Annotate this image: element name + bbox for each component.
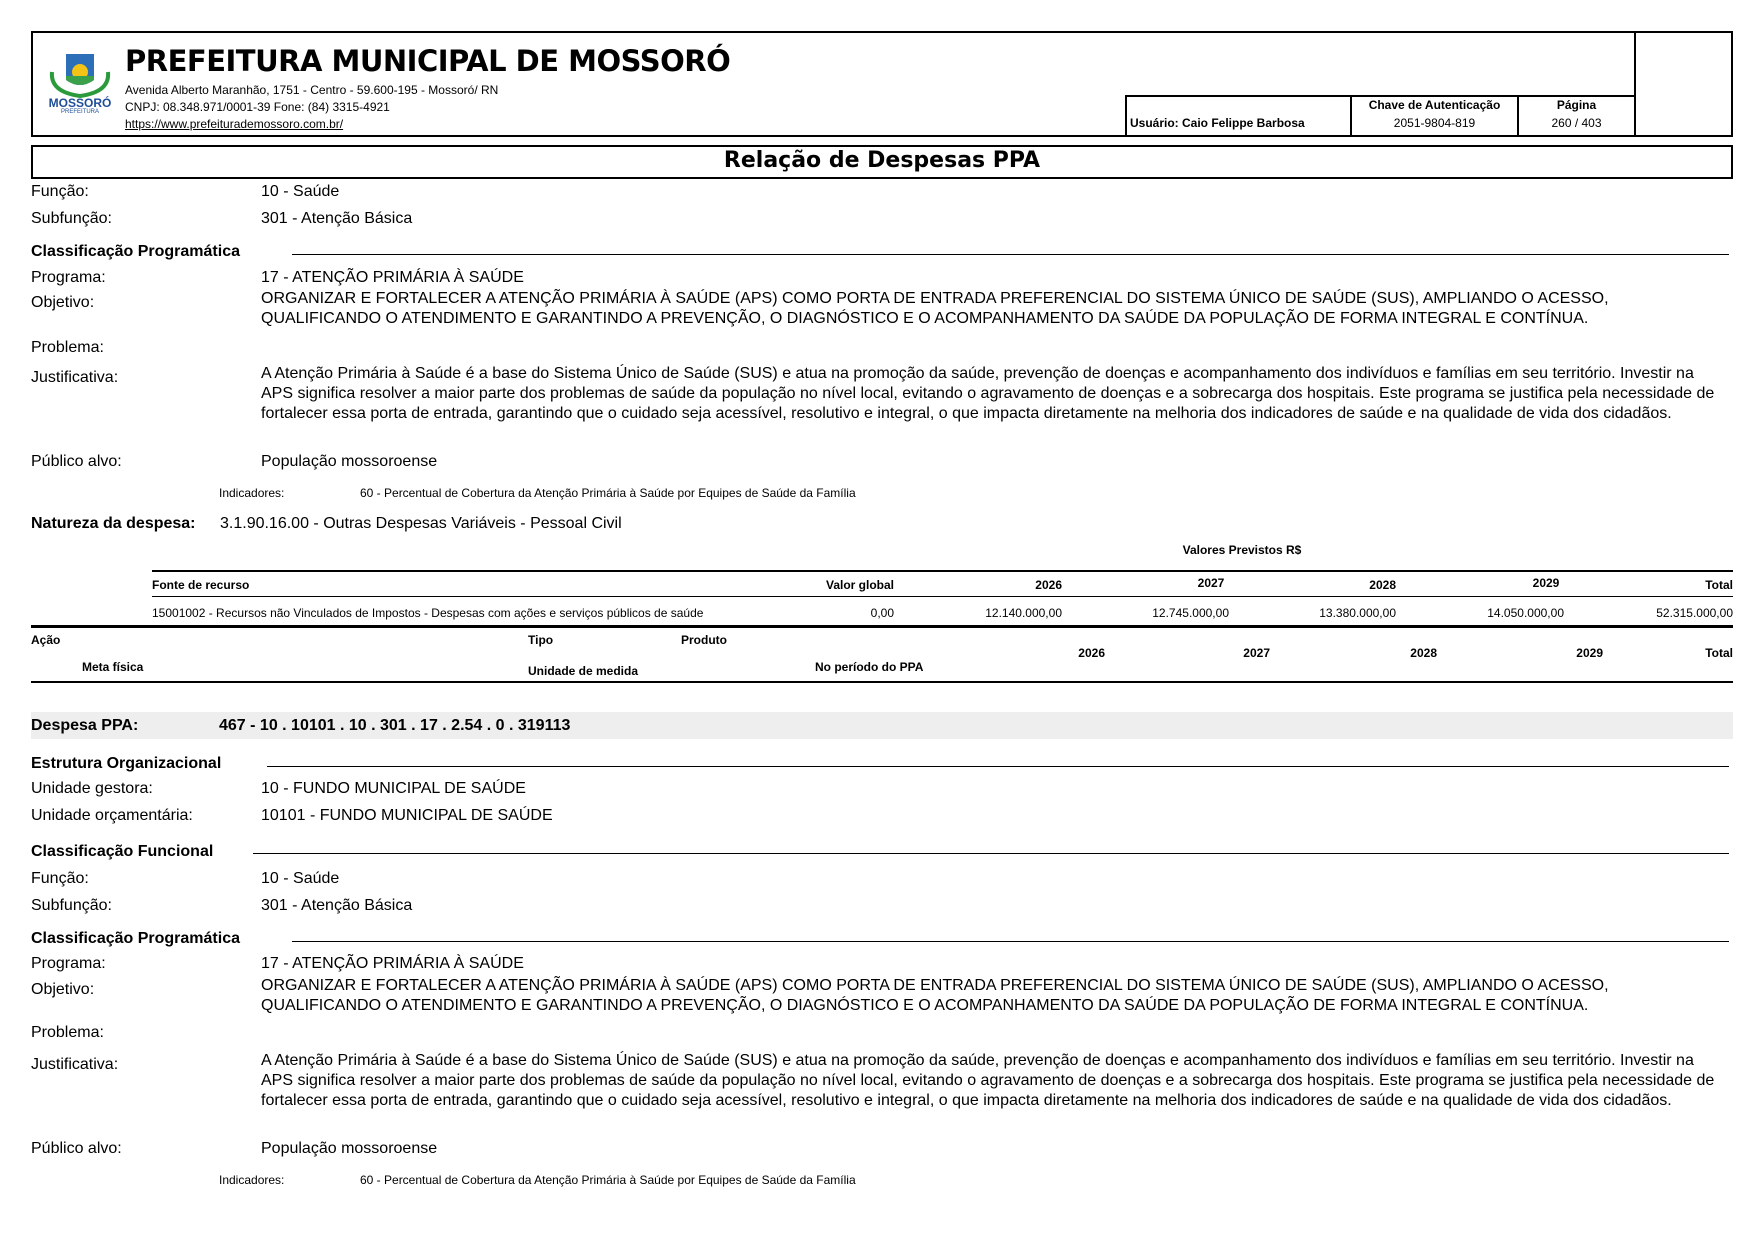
produto-header: Produto [681,633,727,647]
objetivo-value: ORGANIZAR E FORTALECER A ATENÇÃO PRIMÁRIA À SAÚDE (APS) COMO PORTA DE ENTRADA PREFERENCIAL DO SISTEMA ÚNICO DE SAÚDE (SUS), AMPLIANDO O ACESSO, QUALIFICANDO O ATENDIMENTO E GARANTINDO A PREVENÇÃO, O DIAGNÓSTICO E O ACOMPANHAMENTO DA SAÚDE DA POPULAÇÃO DE FORMA INTEGRAL E CONTÍNUA. [261,977,1609,1014]
indicadores-label: Indicadores: [219,486,285,500]
meta-2028-header: 2028 [1410,646,1437,660]
coat-of-arms-icon [44,50,116,100]
page-number: 260 / 403 [1551,116,1602,130]
unidade-orcamentaria-label: Unidade orçamentária: [31,807,193,824]
col-fonte: Fonte de recurso [152,578,250,592]
programa-label: Programa: [31,955,106,972]
col-2026: 2026 [1035,578,1062,592]
subfuncao-label: Subfunção: [31,897,112,914]
objetivo-label: Objetivo: [31,294,95,311]
cell-2026: 12.140.000,00 [985,606,1062,620]
section-divider [267,766,1729,767]
section-classificacao-programatica: Classificação Programática [31,243,240,260]
problema-label: Problema: [31,1024,104,1041]
funcao-label: Função: [31,183,89,200]
table-top-line [152,570,1733,572]
unidade-orcamentaria-value: 10101 - FUNDO MUNICIPAL DE SAÚDE [261,807,553,824]
cell-valor-global: 0,00 [870,606,894,620]
periodo-ppa-header: No período do PPA [815,660,924,674]
justificativa-value: A Atenção Primária à Saúde é a base do Sistema Único de Saúde (SUS) e atua na promoção da saúde, prevenção de doenças e acompanhamento dos indivíduos e famílias em seu território. Investir na APS significa resolver a maior parte dos problemas de saúde da população no nível local, evitando o agravamento de doenças e a sobrecarga dos hospitais. Este programa se justifica pela necessidade de fortalecer essa porta de entrada, garantindo que o cuidado seja acessível, resolutivo e integral, o que impacta diretamente na melhoria dos indicadores de saúde e na qualidade de vida dos cidadãos. [261,365,1715,422]
table-header-line [152,596,1733,597]
meta-2029-header: 2029 [1576,646,1603,660]
org-cnpj-phone: CNPJ: 08.348.971/0001-39 Fone: (84) 3315-4921 [125,100,390,114]
table-bottom-line [31,681,1733,683]
auth-key-value: 2051-9804-819 [1393,116,1476,130]
org-website-link[interactable]: https://www.prefeiturademossoro.com.br/ [125,117,344,131]
meta-2026-header: 2026 [1078,646,1105,660]
unidade-gestora-label: Unidade gestora: [31,780,153,797]
cell-total: 52.315.000,00 [1656,606,1733,620]
funcao-value: 10 - Saúde [261,183,340,200]
page-label: Página [1556,98,1597,112]
publico-label: Público alvo: [31,1140,122,1157]
funcao-label: Função: [31,870,89,887]
publico-value: População mossoroense [261,453,438,470]
publico-label: Público alvo: [31,453,122,470]
subfuncao-value: 301 - Atenção Básica [261,210,413,227]
org-name: PREFEITURA MUNICIPAL DE MOSSORÓ [125,44,731,78]
section-divider [292,941,1729,942]
col-2027: 2027 [1197,576,1225,590]
org-address: Avenida Alberto Maranhão, 1751 - Centro - 59.600-195 - Mossoró/ RN [125,83,499,97]
programa-label: Programa: [31,269,106,286]
section-divider [292,254,1729,255]
objetivo-value: ORGANIZAR E FORTALECER A ATENÇÃO PRIMÁRIA À SAÚDE (APS) COMO PORTA DE ENTRADA PREFERENCIAL DO SISTEMA ÚNICO DE SAÚDE (SUS), AMPLIANDO O ACESSO, QUALIFICANDO O ATENDIMENTO E GARANTINDO A PREVENÇÃO, O DIAGNÓSTICO E O ACOMPANHAMENTO DA SAÚDE DA POPULAÇÃO DE FORMA INTEGRAL E CONTÍNUA. [261,290,1609,327]
programa-value: 17 - ATENÇÃO PRIMÁRIA À SAÚDE [261,269,524,286]
section-classificacao-funcional: Classificação Funcional [31,843,214,860]
problema-label: Problema: [31,339,104,356]
acao-header: Ação [31,633,61,647]
table-divider [31,625,1733,628]
subfuncao-value: 301 - Atenção Básica [261,897,413,914]
section-estrutura-organizacional: Estrutura Organizacional [31,755,222,772]
programa-value: 17 - ATENÇÃO PRIMÁRIA À SAÚDE [261,955,524,972]
justificativa-label: Justificativa: [31,1056,119,1073]
col-valor-global: Valor global [825,578,894,592]
justificativa-value: A Atenção Primária à Saúde é a base do Sistema Único de Saúde (SUS) e atua na promoção da saúde, prevenção de doenças e acompanhamento dos indivíduos e famílias em seu território. Investir na APS significa resolver a maior parte dos problemas de saúde da população no nível local, evitando o agravamento de doenças e a sobrecarga dos hospitais. Este programa se justifica pela necessidade de fortalecer essa porta de entrada, garantindo que o cuidado seja acessível, resolutivo e integral, o que impacta diretamente na melhoria dos indicadores de saúde e na qualidade de vida dos cidadãos. [261,1052,1715,1109]
logo [44,50,116,118]
justificativa-label: Justificativa: [31,369,119,386]
report-title: Relação de Despesas PPA [723,148,1041,173]
funcao-value: 10 - Saúde [261,870,340,887]
cell-2029: 14.050.000,00 [1487,606,1564,620]
unidade-gestora-value: 10 - FUNDO MUNICIPAL DE SAÚDE [261,780,526,797]
auth-key-label: Chave de Autenticação [1368,98,1501,112]
indicadores-label: Indicadores: [219,1173,285,1187]
col-2028: 2028 [1369,578,1396,592]
section-divider [253,853,1729,854]
unidade-medida-header: Unidade de medida [528,664,639,678]
section-classificacao-programatica: Classificação Programática [31,930,240,947]
objetivo-label: Objetivo: [31,981,95,998]
natureza-value: 3.1.90.16.00 - Outras Despesas Variáveis - Pessoal Civil [220,515,622,532]
despesa-ppa-value: 467 - 10 . 10101 . 10 . 301 . 17 . 2.54 . 0 . 319113 [219,717,571,734]
col-2029: 2029 [1532,576,1560,590]
meta-fisica-header: Meta física [82,660,144,674]
logo-subtext: PREFEITURA [60,109,99,115]
valores-previstos-label: Valores Previstos R$ [1182,543,1302,557]
natureza-label: Natureza da despesa: [31,515,196,532]
indicadores-value: 60 - Percentual de Cobertura da Atenção Primária à Saúde por Equipes de Saúde da Família [360,1173,856,1187]
cell-2028: 13.380.000,00 [1319,606,1396,620]
col-total: Total [1705,578,1733,592]
despesa-ppa-label: Despesa PPA: [31,717,139,734]
tipo-header: Tipo [528,633,554,647]
logo-text: MOSSORÓ [48,96,112,110]
meta-2027-header: 2027 [1243,646,1270,660]
user-name: Usuário: Caio Felippe Barbosa [1130,116,1305,130]
cell-2027: 12.745.000,00 [1152,606,1229,620]
cell-fonte: 15001002 - Recursos não Vinculados de Impostos - Despesas com ações e serviços públicos de saúde [152,606,704,620]
subfuncao-label: Subfunção: [31,210,112,227]
indicadores-value: 60 - Percentual de Cobertura da Atenção Primária à Saúde por Equipes de Saúde da Família [360,486,856,500]
publico-value: População mossoroense [261,1140,438,1157]
meta-total-header: Total [1705,646,1733,660]
